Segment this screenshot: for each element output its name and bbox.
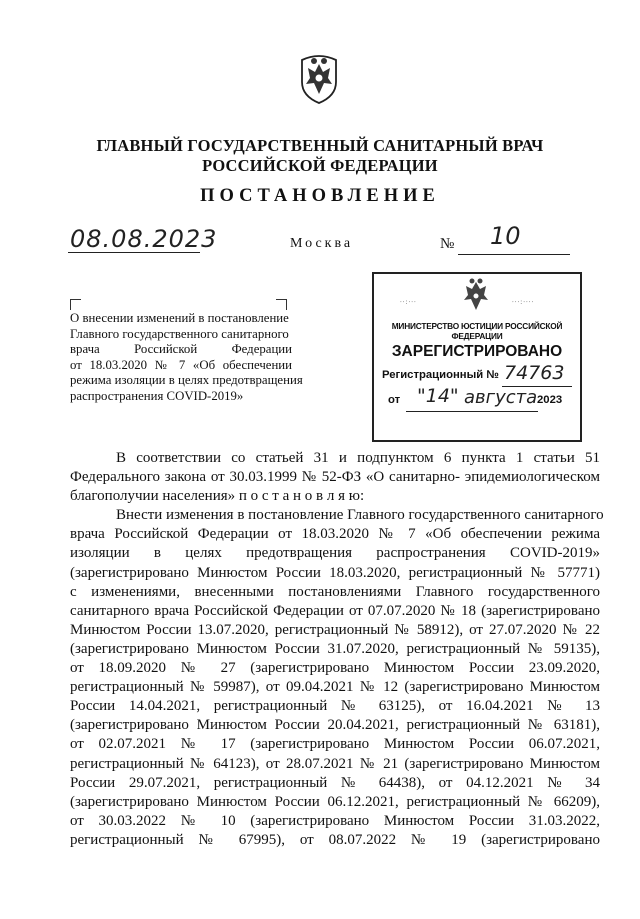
- stamp-emblem-icon: [457, 276, 495, 316]
- body-line: изоляции в целях предотвращения распространения COVID-2019»: [70, 545, 600, 562]
- body-line: санитарного врача Российской Федерации от 07.07.2020 № 18 (зарегистрировано: [70, 602, 600, 619]
- body-line: (зарегистрировано Минюстом России 06.12.2021, регистрационный № 66209),: [70, 793, 600, 810]
- number-underline: [458, 254, 570, 255]
- subject-line: режима изоляции в целях предотвращения: [70, 373, 303, 387]
- subject-corner-left: [70, 299, 81, 310]
- issuer-line-2: РОССИЙСКОЙ ФЕДЕРАЦИИ: [202, 156, 438, 175]
- stamp-reg-number: 74763: [504, 362, 565, 384]
- stamp-month: августа: [464, 387, 538, 408]
- city: Москва: [290, 236, 354, 251]
- subject-corner-right: [276, 299, 287, 310]
- body-line: (зарегистрировано Минюстом России 20.04.2021, регистрационный № 63181),: [70, 717, 600, 734]
- body-line: (зарегистрировано Минюстом России 18.03.2020, регистрационный № 57771): [70, 564, 600, 581]
- document-type-title: ПОСТАНОВЛЕНИЕ: [200, 186, 440, 206]
- subject-block: [70, 311, 303, 404]
- body-line: России 29.07.2021, регистрационный № 64438), от 04.12.2021 № 34: [70, 774, 600, 791]
- body-line: врача Российской Федерации от 18.03.2020 № 7 «Об обеспечении режима: [70, 526, 600, 543]
- document-date: 08.08.2023: [70, 225, 218, 253]
- subject-line: от 18.03.2020 № 7 «Об обеспечении: [70, 357, 292, 372]
- subject-line: врача Российской Федерации: [70, 342, 292, 356]
- body-line: В соответствии со статьей 31 и подпунктом 6 пункта 1 статьи 51: [116, 450, 600, 466]
- body-line: от 02.07.2021 № 17 (зарегистрировано Минюстом России 06.07.2021,: [70, 736, 600, 753]
- stamp-date-underline: [406, 411, 538, 412]
- coat-of-arms-emblem: [294, 50, 344, 105]
- body-line: благополучии населения» п о с т а н о в л я ю:: [70, 488, 365, 505]
- body-line: регистрационный № 59987), от 09.04.2021 № 12 (зарегистрировано Минюстом: [70, 679, 600, 696]
- body-text: [70, 449, 604, 850]
- subject-line: распространения COVID-2019»: [70, 388, 244, 403]
- stamp-year: 2023: [537, 394, 563, 406]
- stamp-registered: ЗАРЕГИСТРИРОВАНО: [391, 343, 563, 360]
- date-underline: [68, 252, 200, 253]
- subject-line: Главного государственного санитарного: [70, 326, 289, 341]
- number-sign: №: [440, 236, 455, 252]
- stamp-day: "14": [417, 385, 459, 407]
- body-line: от 18.09.2020 № 27 (зарегистрировано Минюстом России 23.09.2020,: [70, 660, 600, 677]
- body-line: с изменениями, внесенными постановлениями Главного государственного: [70, 583, 600, 600]
- body-line: регистрационный № 64123), от 28.07.2021 № 21 (зарегистрировано Минюстом: [70, 755, 600, 772]
- stamp-ornament-right: ∙∙∙:∙∙∙∙: [512, 298, 535, 306]
- stamp-reg-label: Регистрационный №: [382, 369, 499, 381]
- stamp-ornament-left: ∙∙:∙∙∙: [400, 298, 417, 306]
- stamp-ministry: МИНИСТЕРСТВО ЮСТИЦИИ РОССИЙСКОЙ ФЕДЕРАЦИИ: [391, 321, 563, 341]
- body-line: (зарегистрировано Минюстом России 31.07.2020, регистрационный № 59135),: [70, 640, 600, 657]
- body-line: Внести изменения в постановление Главного государственного санитарного: [116, 507, 604, 524]
- registration-stamp: [372, 272, 582, 442]
- body-line: Минюстом России 13.07.2020, регистрационный № 58912), от 27.07.2020 № 22: [70, 621, 600, 638]
- body-line: регистрационный № 67995), от 08.07.2022 № 19 (зарегистрировано: [70, 831, 600, 848]
- body-line: России 14.04.2021, регистрационный № 63125), от 16.04.2021 № 13: [70, 698, 600, 715]
- document-number: 10: [490, 222, 521, 250]
- body-line: Федерального закона от 30.03.1999 № 52-ФЗ «О санитарно- эпидемиологическом: [70, 469, 600, 486]
- stamp-from-label: от: [388, 394, 401, 406]
- issuer-line-1: ГЛАВНЫЙ ГОСУДАРСТВЕННЫЙ САНИТАРНЫЙ ВРАЧ: [96, 136, 544, 155]
- body-line: от 30.03.2022 № 10 (зарегистрировано Минюстом России 31.03.2022,: [70, 812, 600, 829]
- subject-line: О внесении изменений в постановление: [70, 311, 289, 325]
